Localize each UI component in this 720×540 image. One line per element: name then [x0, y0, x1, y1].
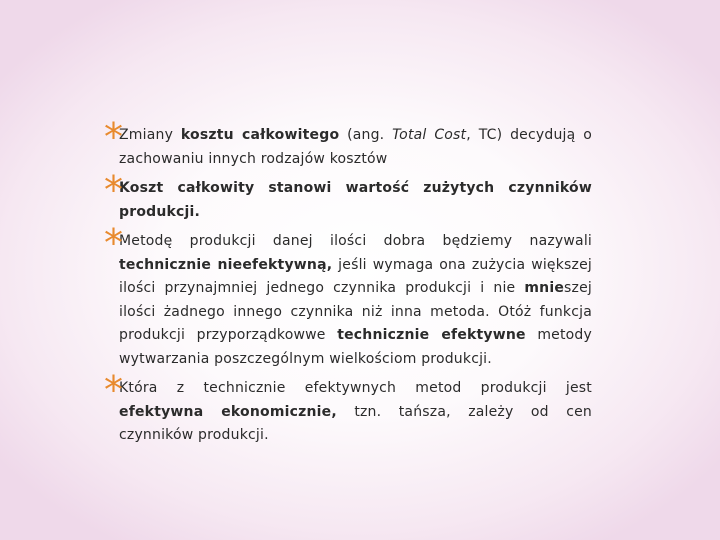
text-segment: Metodę produkcji danej ilości dobra będziemy nazywali: [119, 233, 592, 249]
asterisk-bullet-icon: *: [104, 115, 123, 159]
text-segment: Zmiany: [119, 127, 181, 143]
text-segment: Która z technicznie efektywnych metod produkcji jest: [119, 380, 592, 396]
asterisk-bullet-icon: *: [104, 221, 123, 265]
asterisk-bullet-icon: *: [104, 368, 123, 412]
bold-term: technicznie efektywne: [337, 327, 526, 343]
bullet-item-3: [104, 221, 593, 371]
text-segment: , TC) decydują o zachowaniu innych rodzajów kosztów: [119, 127, 592, 167]
asterisk-bullet-icon: *: [104, 168, 123, 212]
bold-term: kosztu całkowitego: [180, 127, 340, 143]
bold-term: Koszt całkowity stanowi wartość zużytych czynników produkcji.: [119, 180, 592, 220]
bullet-text-2: [119, 177, 592, 224]
bullet-text-3: [119, 230, 592, 371]
bullet-text-4: [119, 377, 592, 448]
text-segment: szej ilości żadnego innego czynnika niż inna metoda. Otóż funkcja produkcji przyporządkowwe: [119, 280, 592, 343]
italic-term: Total Cost: [392, 127, 467, 143]
text-segment: (ang.: [339, 127, 393, 143]
text-segment: tzn. tańsza, zależy od cen czynników produkcji.: [119, 403, 592, 443]
slide-content: [104, 115, 593, 454]
text-segment: metody wytwarzania poszczególnym wielkościom produkcji.: [119, 327, 593, 367]
bullet-text-1: [119, 124, 592, 171]
bullet-item-4: [104, 368, 592, 448]
bold-term: technicznie nieefektywną,: [119, 256, 333, 273]
bullet-item-1: [104, 115, 592, 171]
bold-term: mnie: [524, 280, 565, 296]
bullet-item-2: [104, 168, 592, 224]
bold-term: efektywna ekonomicznie,: [119, 403, 337, 420]
text-segment: jeśli wymaga ona zużycia większej ilości przynajmniej jednego czynnika produkcji i nie: [119, 256, 592, 296]
